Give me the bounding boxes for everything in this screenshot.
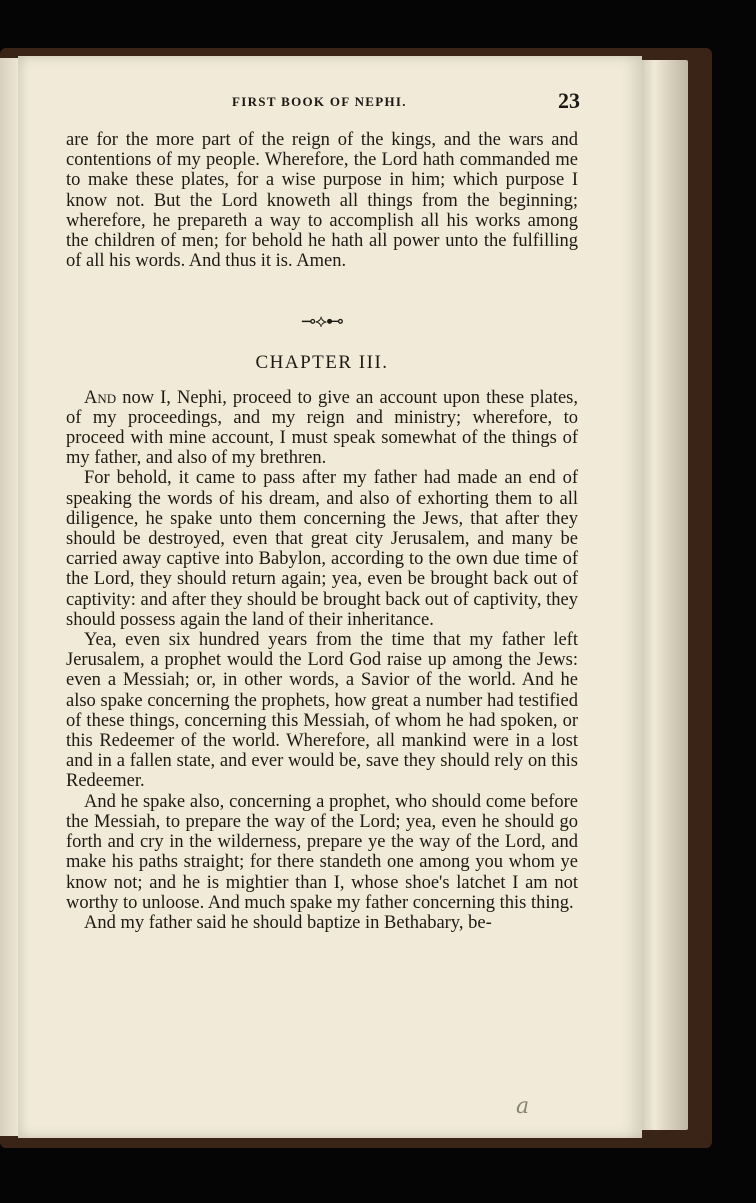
paragraph-2 bbox=[66, 388, 578, 469]
page-body bbox=[66, 130, 578, 933]
paragraph-1: are for the more part of the reign of the kings, and the wars and contentions of my people. Wherefore, the Lord hath commanded me to make these plates, for a wise purpose in him; which purpose I know not. But the Lord knoweth all things from the beginning; wherefore, he prepareth a way to accomplish all his works among the children of men; for behold he hath all power unto the fulfilling of all his words. And thus it is. Amen. bbox=[66, 130, 578, 272]
pencil-annotation: a bbox=[516, 1094, 530, 1119]
paragraph-6: And my father said he should baptize in Bethabary, be- bbox=[84, 912, 492, 933]
paragraph-2-text: now I, Nephi, proceed to give an account upon these plates, of my proceedings, and my reign and ministry; wherefore, to proceed with mine account, I must speak somewhat of the things of my father, and also of my brethren. bbox=[66, 387, 578, 469]
page-number: 23 bbox=[558, 88, 580, 113]
paragraph-5: And he spake also, concerning a prophet, who should come before the Messiah, to prepare the way of the Lord; yea, even he should go forth and cry in the wilderness, prepare ye the way of the Lord, and make his paths straight; for there standeth one among you whom ye know not; and he is mightier than I, whose shoe's latchet I am not worthy to unloose. And much spake my father concerning this thing. bbox=[66, 791, 578, 913]
running-head: FIRST BOOK OF NEPHI. bbox=[232, 94, 407, 109]
left-page-edge bbox=[0, 58, 20, 1136]
page-block-edge bbox=[640, 60, 688, 1130]
book-page bbox=[18, 56, 642, 1138]
chapter-heading: CHAPTER III. bbox=[255, 352, 389, 374]
paragraph-4: Yea, even six hundred years from the time that my father left Jerusalem, a prophet would the Lord God raise up among the Jews: even a Messiah; or, in other words, a Savior of the world. And he also spake concerning the prophets, how great a number had testified of these things, concerning this Messiah, of whom he had spoken, or this Redeemer of the world. Wherefore, all mankind were in a lost and in a fallen state, and ever would be, save they should rely on this Redeemer. bbox=[66, 630, 578, 792]
section-ornament: ⊸⟡⊷ bbox=[301, 311, 343, 332]
paragraph-2-lead: And bbox=[84, 387, 117, 408]
paragraph-3: For behold, it came to pass after my father had made an end of speaking the words of his dream, and also of exhorting them to all diligence, he spake unto them concerning the Jews, that after they should be destroyed, even that great city Jerusalem, and many be carried away captive into Babylon, according to the own due time of the Lord, they should return again; yea, even be brought back out of captivity: and after they should be brought back out of captivity, they should possess again the land of their inheritance. bbox=[66, 468, 578, 630]
page-header bbox=[18, 88, 642, 116]
